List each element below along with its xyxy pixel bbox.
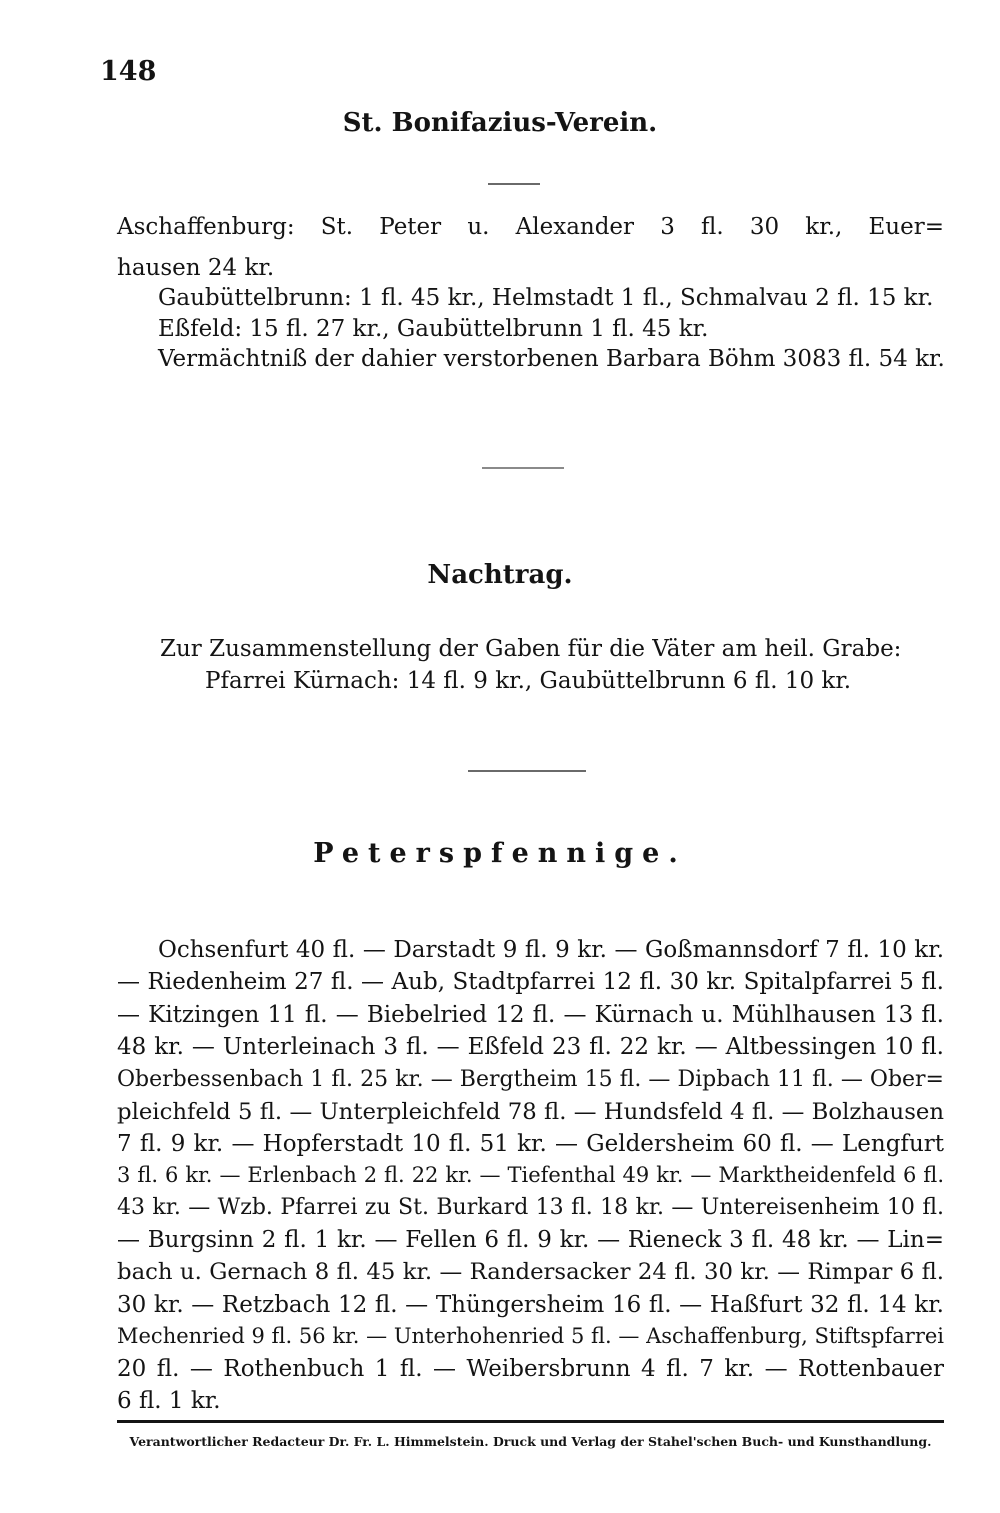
text-line: 3 fl. 6 kr. — Erlenbach 2 fl. 22 kr. — Tiefenthal 49 kr. — Marktheidenfeld 6 fl. bbox=[117, 1163, 944, 1187]
imprint-footer: Verantwortlicher Redacteur Dr. Fr. L. Himmelstein. Druck und Verlag der Stahel'schen Buch- und Kunsthandlung. bbox=[129, 1434, 932, 1449]
text-line: Gaubüttelbrunn: 1 fl. 45 kr., Helmstadt 1 fl., Schmalvau 2 fl. 15 kr. bbox=[158, 285, 934, 311]
text-line: hausen 24 kr. bbox=[117, 255, 275, 281]
text-line: 20 fl. — Rothenbuch 1 fl. — Weibersbrunn 4 fl. 7 kr. — Rottenbauer bbox=[117, 1356, 944, 1382]
text-line: Aschaffenburg: St. Peter u. Alexander 3 fl. 30 kr., Euer= bbox=[117, 214, 944, 240]
section-divider bbox=[482, 467, 564, 469]
section-title-bonifazius: St. Bonifazius-Verein. bbox=[342, 108, 658, 138]
text-line: pleichfeld 5 fl. — Unterpleichfeld 78 fl. — Hundsfeld 4 fl. — Bolzhausen bbox=[117, 1099, 944, 1125]
section-title-nachtrag: Nachtrag. bbox=[427, 560, 573, 590]
section-title-peterspfennige: Peterspfennige. bbox=[313, 838, 687, 869]
text-line: — Riedenheim 27 fl. — Aub, Stadtpfarrei 12 fl. 30 kr. Spitalpfarrei 5 fl. bbox=[117, 969, 944, 995]
text-line: 7 fl. 9 kr. — Hopferstadt 10 fl. 51 kr. — Geldersheim 60 fl. — Lengfurt bbox=[117, 1131, 944, 1157]
text-line: Mechenried 9 fl. 56 kr. — Unterhohenried 5 fl. — Aschaffenburg, Stiftspfarrei bbox=[117, 1324, 944, 1348]
text-line: 48 kr. — Unterleinach 3 fl. — Eßfeld 23 fl. 22 kr. — Altbessingen 10 fl. bbox=[117, 1034, 944, 1060]
text-line: 43 kr. — Wzb. Pfarrei zu St. Burkard 13 fl. 18 kr. — Untereisenheim 10 fl. bbox=[117, 1195, 944, 1220]
page-number: 148 bbox=[100, 56, 157, 87]
footer-rule bbox=[117, 1420, 944, 1423]
text-line: — Kitzingen 11 fl. — Biebelried 12 fl. — Kürnach u. Mühlhausen 13 fl. bbox=[117, 1002, 944, 1028]
section-divider bbox=[468, 770, 586, 772]
text-line: 30 kr. — Retzbach 12 fl. — Thüngersheim 16 fl. — Haßfurt 32 fl. 14 kr. bbox=[117, 1292, 944, 1318]
text-line: Oberbessenbach 1 fl. 25 kr. — Bergtheim 15 fl. — Dipbach 11 fl. — Ober= bbox=[117, 1067, 944, 1092]
text-line: Vermächtniß der dahier verstorbenen Barbara Böhm 3083 fl. 54 kr. bbox=[158, 346, 945, 372]
text-line: bach u. Gernach 8 fl. 45 kr. — Randersacker 24 fl. 30 kr. — Rimpar 6 fl. bbox=[117, 1259, 944, 1285]
text-line: Zur Zusammenstellung der Gaben für die Väter am heil. Grabe: bbox=[160, 636, 902, 662]
text-line: — Burgsinn 2 fl. 1 kr. — Fellen 6 fl. 9 kr. — Rieneck 3 fl. 48 kr. — Lin= bbox=[117, 1227, 944, 1253]
text-line: Ochsenfurt 40 fl. — Darstadt 9 fl. 9 kr. — Goßmannsdorf 7 fl. 10 kr. bbox=[158, 937, 944, 963]
text-line: 6 fl. 1 kr. bbox=[117, 1388, 221, 1414]
section-divider bbox=[488, 183, 540, 185]
text-line: Eßfeld: 15 fl. 27 kr., Gaubüttelbrunn 1 fl. 45 kr. bbox=[158, 316, 709, 342]
text-line: Pfarrei Kürnach: 14 fl. 9 kr., Gaubüttelbrunn 6 fl. 10 kr. bbox=[205, 668, 852, 694]
